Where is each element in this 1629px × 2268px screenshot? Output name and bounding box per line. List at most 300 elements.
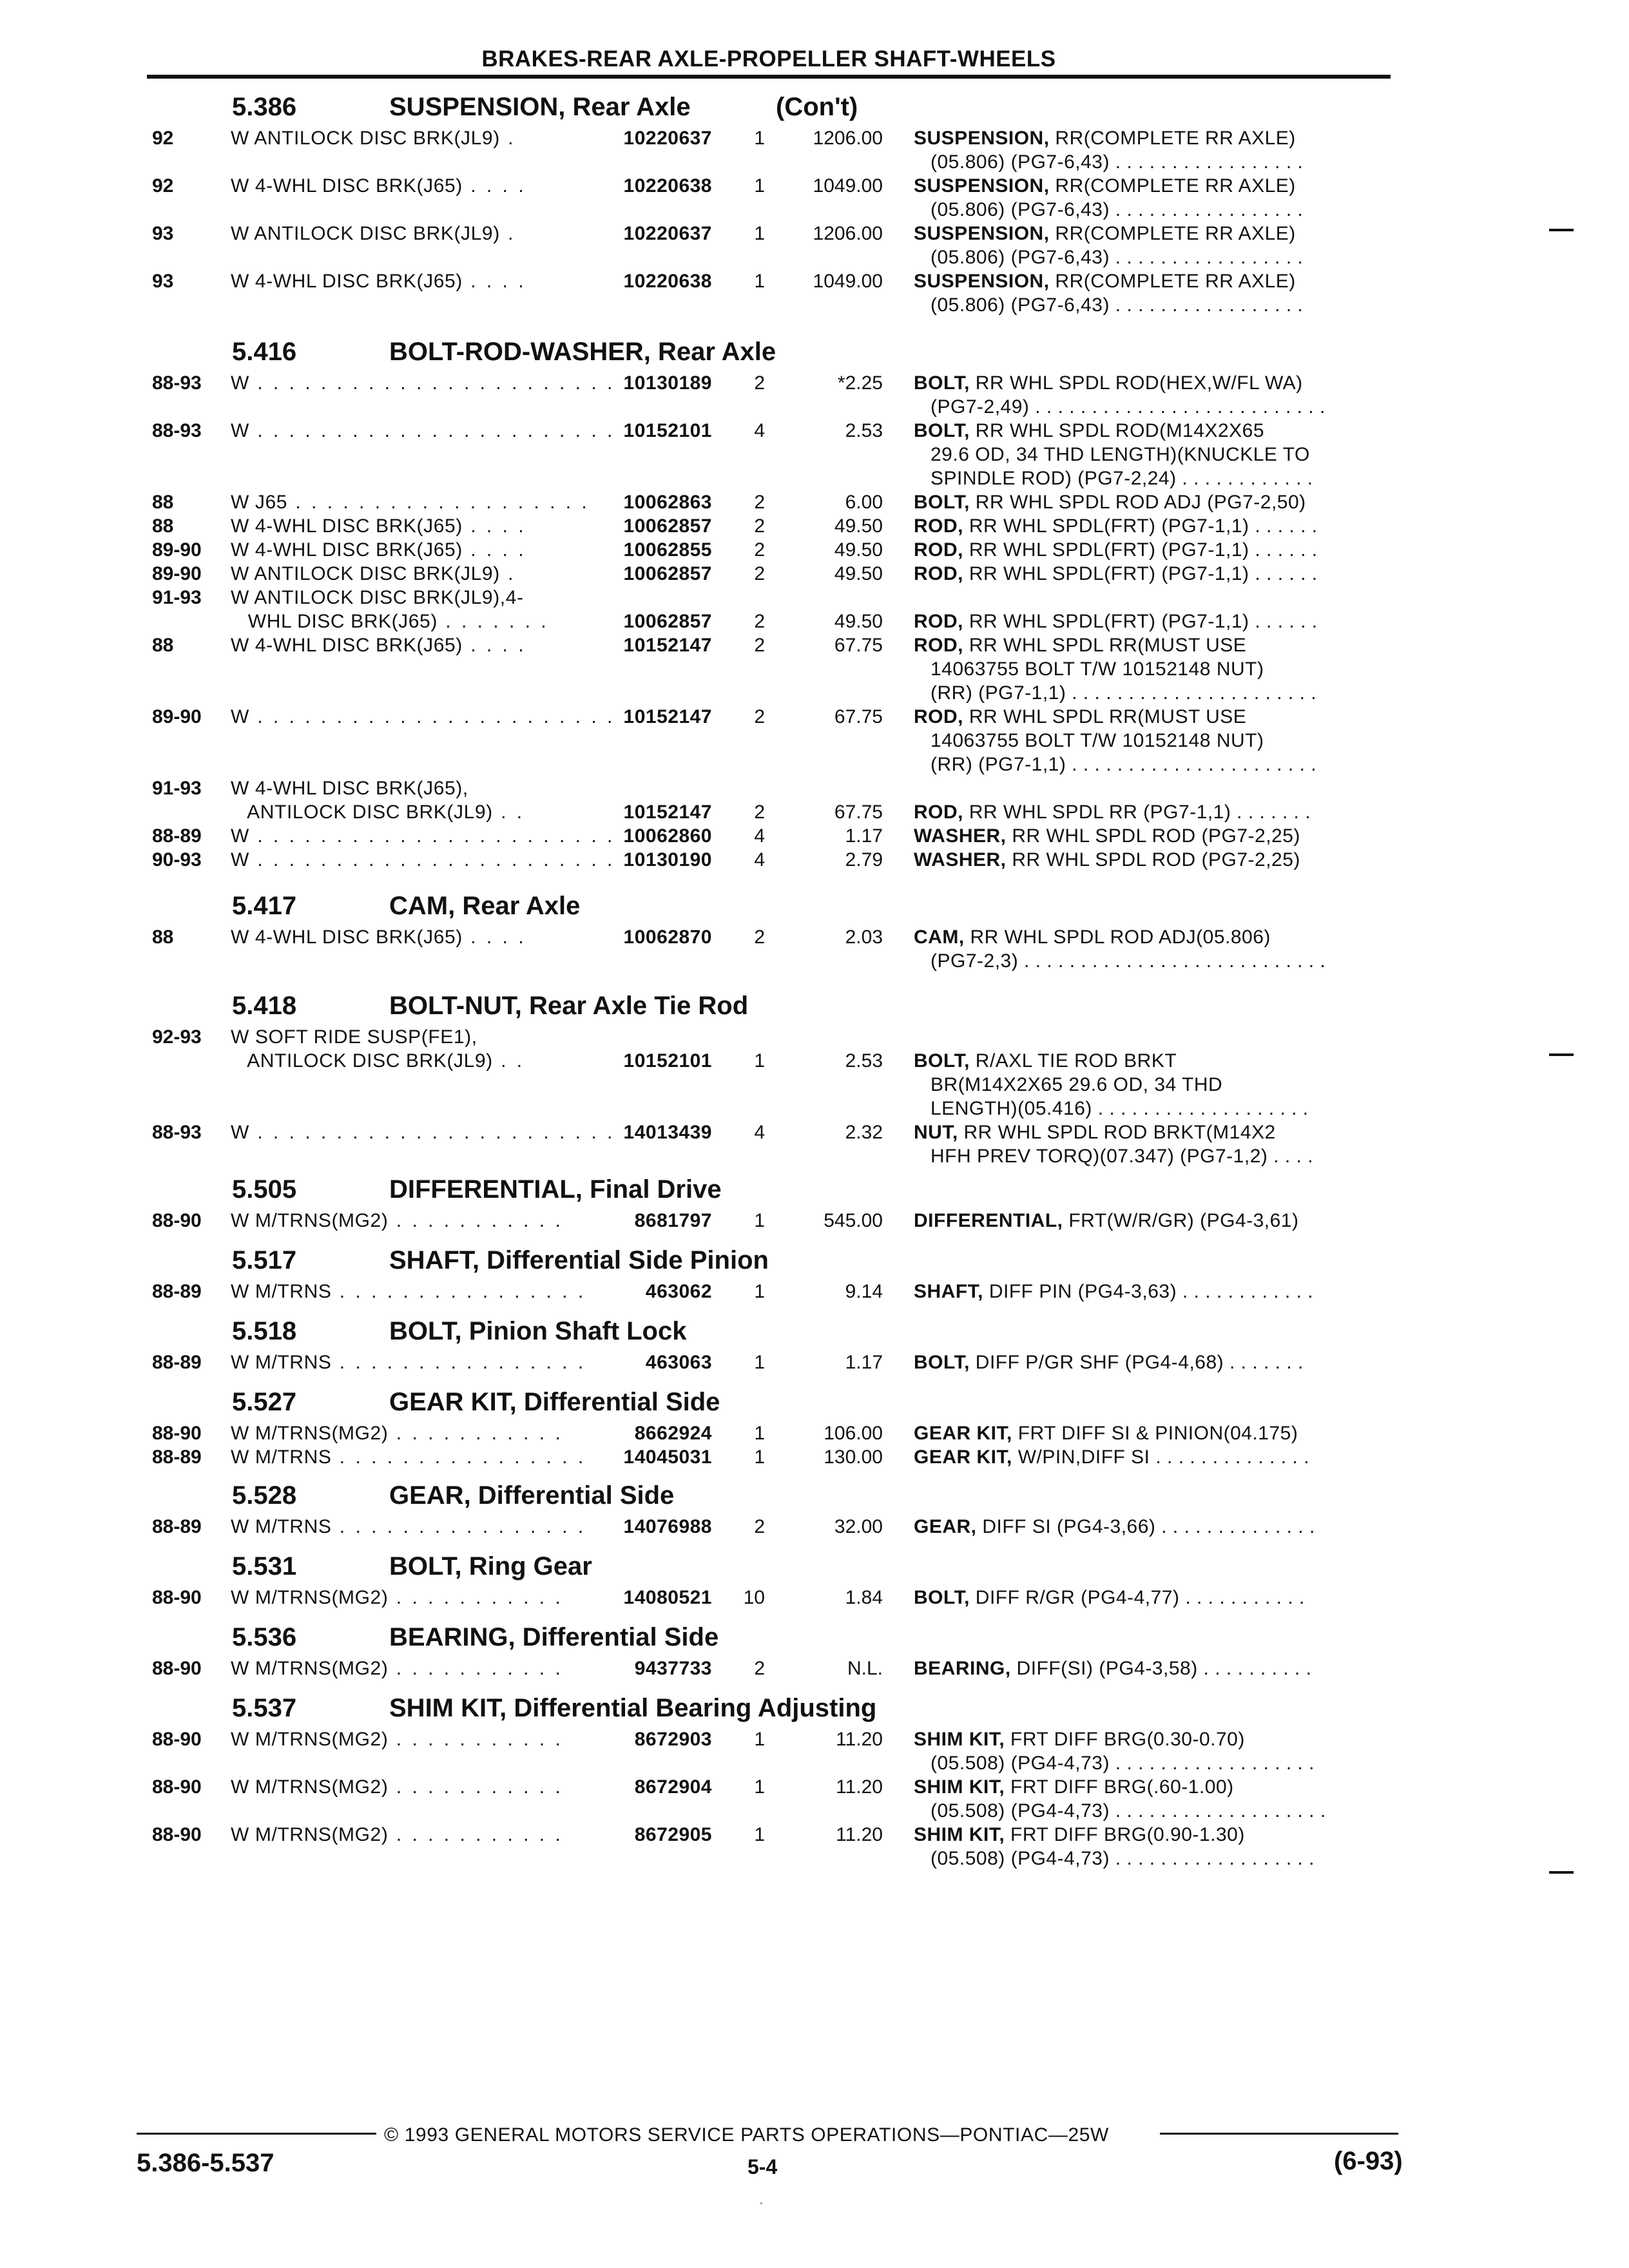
model-years: 88-93 <box>152 420 202 441</box>
part-line <box>0 776 1629 800</box>
model-years: 88-90 <box>152 1776 202 1798</box>
description <box>914 1280 1313 1303</box>
quantity: 4 <box>754 420 765 441</box>
description-noun: WASHER, <box>914 849 1007 870</box>
description-noun: SUSPENSION, <box>914 223 1050 244</box>
leader-dots: . . . . . . . . . . . . . . . . . . . . . . . . <box>249 849 639 870</box>
description-continuation: 14063755 BOLT T/W 10152148 NUT) <box>930 730 1264 751</box>
description-noun: NUT, <box>914 1122 958 1143</box>
section-heading <box>0 1314 1629 1350</box>
part-number: 14080521 <box>623 1587 712 1608</box>
part-entry <box>0 562 1629 586</box>
leader-dots: . . . . <box>462 927 534 948</box>
description <box>914 562 1318 586</box>
application-text: WHL DISC BRK(J65) <box>231 611 438 632</box>
part-line <box>0 562 1629 586</box>
application-text: W M/TRNS(MG2) <box>231 1587 389 1608</box>
part-entry <box>0 1350 1629 1374</box>
quantity: 1 <box>754 1423 765 1444</box>
footer-copyright: © 1993 GENERAL MOTORS SERVICE PARTS OPERATIONS—PONTIAC—25W <box>384 2124 1109 2146</box>
application-text: W M/TRNS(MG2) <box>231 1729 389 1750</box>
leader-dots: . . . . . . . . . . . <box>388 1776 572 1798</box>
section-title: SUSPENSION, Rear Axle <box>389 93 691 121</box>
description-continuation-line <box>0 1097 1629 1120</box>
description-noun: GEAR KIT, <box>914 1446 1012 1468</box>
application <box>231 776 468 800</box>
part-entry <box>0 610 1629 633</box>
description-noun: BOLT, <box>914 1587 970 1608</box>
leader-dots: . . . . . . . . . . . . . . . . . . . <box>287 492 598 513</box>
leader-dots: . . . . . . . . . . . . . . . . . . . . . . . . <box>249 706 639 727</box>
model-years: 88-90 <box>152 1658 202 1679</box>
part-entry <box>0 800 1629 824</box>
description <box>914 538 1318 562</box>
price: 545.00 <box>824 1210 883 1231</box>
section-heading <box>0 1620 1629 1657</box>
margin-mark <box>1549 1871 1574 1874</box>
description-noun: ROD, <box>914 515 963 537</box>
description-noun: CAM, <box>914 927 965 948</box>
description-text: FRT DIFF BRG(0.30-0.70) <box>1005 1729 1245 1750</box>
leader-dots: . <box>499 128 524 149</box>
footer-dot: . <box>759 2191 764 2208</box>
section-number: 5.416 <box>232 338 297 366</box>
description-noun: SHAFT, <box>914 1281 983 1302</box>
description-text: RR WHL SPDL RR(MUST USE <box>963 635 1247 656</box>
description-continuation: (05.806) (PG7-6,43) . . . . . . . . . . . . . . . . . <box>930 199 1304 220</box>
section-heading <box>0 989 1629 1025</box>
application-text: W 4-WHL DISC BRK(J65) <box>231 635 463 656</box>
part-number: 10220637 <box>623 223 712 244</box>
model-years: 92-93 <box>152 1026 202 1048</box>
part-number: 10062857 <box>623 611 712 632</box>
part-line <box>0 269 1629 293</box>
application-text: W 4-WHL DISC BRK(J65) <box>231 927 463 948</box>
part-line <box>0 514 1629 538</box>
model-years: 88 <box>152 492 174 513</box>
catalog-section <box>0 1691 1629 1870</box>
part-entry <box>0 1209 1629 1233</box>
part-line <box>0 1823 1629 1847</box>
quantity: 1 <box>754 1776 765 1798</box>
description-text: RR WHL SPDL(FRT) (PG7-1,1) . . . . . . <box>963 563 1318 584</box>
part-number: 10152147 <box>623 635 712 656</box>
part-number: 10130189 <box>623 372 712 394</box>
application-text: W 4-WHL DISC BRK(J65) <box>231 539 463 561</box>
part-entry <box>0 705 1629 776</box>
part-entry <box>0 1049 1629 1120</box>
description <box>914 800 1311 824</box>
description-text: RR(COMPLETE RR AXLE) <box>1049 175 1296 197</box>
footer-rule-right <box>1160 2133 1398 2135</box>
application-text: W M/TRNS(MG2) <box>231 1776 389 1798</box>
price: 2.03 <box>845 927 883 948</box>
quantity: 1 <box>754 1281 765 1302</box>
description-text: RR WHL SPDL ROD (PG7-2,25) <box>1006 849 1300 870</box>
description-continuation-line <box>0 753 1629 776</box>
application-text: ANTILOCK DISC BRK(JL9) <box>231 802 493 823</box>
leader-dots: . . <box>492 1050 533 1072</box>
leader-dots: . <box>499 223 524 244</box>
description-noun: SUSPENSION, <box>914 128 1050 149</box>
application-text: W <box>231 706 249 727</box>
description <box>914 705 1246 729</box>
description-continuation-line <box>0 1799 1629 1823</box>
description-text: RR WHL SPDL(FRT) (PG7-1,1) . . . . . . <box>963 515 1318 537</box>
part-line <box>0 824 1629 848</box>
part-line <box>0 126 1629 150</box>
application-text: W M/TRNS(MG2) <box>231 1658 389 1679</box>
description-text: RR(COMPLETE RR AXLE) <box>1049 223 1296 244</box>
part-number: 10152101 <box>623 1050 712 1072</box>
part-entry <box>0 1586 1629 1610</box>
description-text: RR WHL SPDL ROD ADJ(05.806) <box>964 927 1271 948</box>
price: 49.50 <box>834 515 883 537</box>
page-title: BRAKES-REAR AXLE-PROPELLER SHAFT-WHEELS <box>481 46 1056 72</box>
application-text: W M/TRNS <box>231 1516 332 1537</box>
part-entry <box>0 1727 1629 1775</box>
description-continuation-line <box>0 293 1629 317</box>
description-continuation-line <box>0 681 1629 705</box>
part-number: 10130190 <box>623 849 712 870</box>
description-continuation: (RR) (PG7-1,1) . . . . . . . . . . . . . . . . . . . . . . <box>930 754 1317 775</box>
part-number: 463062 <box>645 1281 712 1302</box>
part-line <box>0 633 1629 657</box>
part-number: 9437733 <box>634 1658 712 1679</box>
description-text: FRT DIFF BRG(.60-1.00) <box>1005 1776 1234 1798</box>
quantity: 2 <box>754 706 765 727</box>
footer-rule-left <box>137 2133 376 2135</box>
part-line <box>0 1421 1629 1445</box>
description-text: RR WHL SPDL RR(MUST USE <box>963 706 1247 727</box>
section-heading <box>0 1244 1629 1280</box>
description-noun: ROD, <box>914 539 963 561</box>
description <box>914 1823 1245 1847</box>
section-title: CAM, Rear Axle <box>389 892 581 920</box>
model-years: 88 <box>152 927 174 948</box>
description <box>914 1209 1298 1233</box>
part-entry <box>0 1421 1629 1445</box>
description-text: DIFF(SI) (PG4-3,58) . . . . . . . . . . <box>1010 1658 1312 1679</box>
description-noun: SHIM KIT, <box>914 1729 1005 1750</box>
description-continuation-line <box>0 1073 1629 1097</box>
part-number: 8672905 <box>634 1824 712 1845</box>
model-years: 88-89 <box>152 1352 202 1373</box>
part-line <box>0 174 1629 198</box>
application-text: W M/TRNS <box>231 1446 332 1468</box>
description <box>914 1727 1245 1751</box>
application-text: W 4-WHL DISC BRK(J65) <box>231 515 463 537</box>
description-noun: SHIM KIT, <box>914 1824 1005 1845</box>
description-noun: BOLT, <box>914 372 970 394</box>
description-continuation: HFH PREV TORQ)(07.347) (PG7-1,2) . . . . <box>930 1146 1314 1167</box>
description <box>914 1445 1309 1469</box>
quantity: 2 <box>754 515 765 537</box>
leader-dots: . . . . . . . . . . . . . . . . <box>331 1352 594 1373</box>
description-continuation-line <box>0 1847 1629 1870</box>
section-title: BOLT-NUT, Rear Axle Tie Rod <box>389 992 749 1020</box>
section-heading <box>0 889 1629 925</box>
description-noun: ROD, <box>914 802 963 823</box>
section-number: 5.537 <box>232 1694 297 1722</box>
model-years: 90-93 <box>152 849 202 870</box>
description-text: FRT(W/R/GR) (PG4-3,61) <box>1063 1210 1299 1231</box>
description <box>914 1049 1177 1073</box>
model-years: 88 <box>152 515 174 537</box>
section-title: SHAFT, Differential Side Pinion <box>389 1246 769 1274</box>
leader-dots: . . . . <box>462 635 534 656</box>
leader-dots: . . . . . . . . . . . <box>388 1210 572 1231</box>
description-text: W/PIN,DIFF SI . . . . . . . . . . . . . . <box>1012 1446 1309 1468</box>
quantity: 2 <box>754 563 765 584</box>
description-text: RR WHL SPDL ROD BRKT(M14X2 <box>958 1122 1276 1143</box>
part-entry <box>0 1657 1629 1680</box>
catalog-section <box>0 1173 1629 1233</box>
model-years: 88 <box>152 635 174 656</box>
part-entry <box>0 1120 1629 1168</box>
quantity: 1 <box>754 175 765 197</box>
catalog-section <box>0 889 1629 973</box>
model-years: 91-93 <box>152 778 202 799</box>
page-header <box>147 44 1391 79</box>
part-number: 10220638 <box>623 175 712 197</box>
model-years: 88-89 <box>152 1446 202 1468</box>
part-number: 10062863 <box>623 492 712 513</box>
model-years: 88-89 <box>152 825 202 847</box>
quantity: 2 <box>754 539 765 561</box>
part-line <box>0 1515 1629 1539</box>
part-number: 10220638 <box>623 271 712 292</box>
section-title: GEAR, Differential Side <box>389 1481 675 1510</box>
application-text: W SOFT RIDE SUSP(FE1), <box>231 1026 477 1048</box>
model-years: 88-90 <box>152 1824 202 1845</box>
part-line <box>0 490 1629 514</box>
leader-dots: . . . . . . . . . . . . . . . . <box>331 1516 594 1537</box>
description <box>914 222 1296 245</box>
application-text: W ANTILOCK DISC BRK(JL9) <box>231 563 500 584</box>
quantity: 1 <box>754 223 765 244</box>
description-continuation-line <box>0 150 1629 174</box>
leader-dots: . . . . <box>462 539 534 561</box>
part-number: 10062857 <box>623 563 712 584</box>
part-line <box>0 1586 1629 1610</box>
part-entry <box>0 1280 1629 1303</box>
application-text: W <box>231 825 249 847</box>
section-number: 5.505 <box>232 1175 297 1204</box>
quantity: 2 <box>754 492 765 513</box>
description <box>914 514 1318 538</box>
price: 2.53 <box>845 420 883 441</box>
price: 130.00 <box>824 1446 883 1468</box>
section-heading <box>0 1173 1629 1209</box>
quantity: 4 <box>754 1122 765 1143</box>
part-number: 8672903 <box>634 1729 712 1750</box>
application-text: W M/TRNS <box>231 1281 332 1302</box>
model-years: 89-90 <box>152 706 202 727</box>
part-number: 10062860 <box>623 825 712 847</box>
description-continuation: (RR) (PG7-1,1) . . . . . . . . . . . . . . . . . . . . . . <box>930 682 1317 704</box>
quantity: 4 <box>754 825 765 847</box>
leader-dots: . . . . . . . . . . . <box>388 1729 572 1750</box>
part-entry <box>0 1025 1629 1049</box>
catalog-section <box>0 1385 1629 1469</box>
margin-mark <box>1549 1053 1574 1056</box>
leader-dots: . . . . . . . . . . . <box>388 1587 572 1608</box>
part-number: 10062870 <box>623 927 712 948</box>
model-years: 92 <box>152 128 174 149</box>
section-title: BOLT, Ring Gear <box>389 1552 592 1581</box>
description-noun: SUSPENSION, <box>914 271 1050 292</box>
description <box>914 419 1264 443</box>
part-entry <box>0 1515 1629 1539</box>
description <box>914 1120 1276 1144</box>
price: 106.00 <box>824 1423 883 1444</box>
quantity: 1 <box>754 1050 765 1072</box>
description-text: DIFF SI (PG4-3,66) . . . . . . . . . . . . . . <box>976 1516 1315 1537</box>
part-number: 10152147 <box>623 802 712 823</box>
model-years: 88-89 <box>152 1281 202 1302</box>
leader-dots: . . . . <box>462 175 534 197</box>
description-noun: BOLT, <box>914 492 970 513</box>
description <box>914 1657 1311 1680</box>
catalog-section <box>0 1479 1629 1539</box>
description-noun: BEARING, <box>914 1658 1011 1679</box>
price: 11.20 <box>836 1776 883 1798</box>
section-number: 5.527 <box>232 1388 297 1416</box>
section-title: BEARING, Differential Side <box>389 1623 719 1651</box>
quantity: 2 <box>754 1658 765 1679</box>
model-years: 93 <box>152 223 174 244</box>
description-continuation-line <box>0 198 1629 222</box>
quantity: 1 <box>754 1824 765 1845</box>
quantity: 2 <box>754 635 765 656</box>
application-text: W <box>231 849 249 870</box>
description <box>914 1586 1305 1610</box>
leader-dots: . . . . <box>462 515 534 537</box>
part-line <box>0 371 1629 395</box>
description-noun: ROD, <box>914 706 963 727</box>
leader-dots: . . . . . . . . . . . <box>388 1824 572 1845</box>
part-line <box>0 1049 1629 1073</box>
description-text: RR WHL SPDL RR (PG7-1,1) . . . . . . . <box>963 802 1311 823</box>
price: 49.50 <box>834 539 883 561</box>
quantity: 1 <box>754 1446 765 1468</box>
application-text: W M/TRNS(MG2) <box>231 1824 389 1845</box>
part-entry <box>0 586 1629 610</box>
part-entry <box>0 174 1629 222</box>
description-noun: ROD, <box>914 635 963 656</box>
catalog-section <box>0 1244 1629 1303</box>
section-number: 5.518 <box>232 1317 297 1345</box>
leader-dots: . . <box>492 802 533 823</box>
catalog-section <box>0 1550 1629 1610</box>
application-text: W M/TRNS(MG2) <box>231 1210 389 1231</box>
description-continuation: BR(M14X2X65 29.6 OD, 34 THD <box>930 1074 1223 1095</box>
part-line <box>0 1120 1629 1144</box>
section-number: 5.418 <box>232 992 297 1020</box>
application-text: W <box>231 420 249 441</box>
description <box>914 824 1300 848</box>
part-line <box>0 586 1629 610</box>
part-number: 14045031 <box>623 1446 712 1468</box>
part-number: 463063 <box>645 1352 712 1373</box>
section-heading <box>0 1479 1629 1515</box>
part-line <box>0 1727 1629 1751</box>
quantity: 10 <box>743 1587 765 1608</box>
leader-dots: . <box>499 563 524 584</box>
part-entry <box>0 633 1629 705</box>
description-continuation-line <box>0 1751 1629 1775</box>
description-text: R/AXL TIE ROD BRKT <box>969 1050 1177 1072</box>
part-number: 14076988 <box>623 1516 712 1537</box>
description-continuation: 14063755 BOLT T/W 10152148 NUT) <box>930 658 1264 680</box>
quantity: 1 <box>754 271 765 292</box>
quantity: 1 <box>754 1352 765 1373</box>
description-continuation-line <box>0 245 1629 269</box>
catalog-section <box>0 335 1629 872</box>
section-number: 5.386 <box>232 93 297 121</box>
part-line <box>0 222 1629 245</box>
part-line <box>0 1657 1629 1680</box>
leader-dots: . . . . . . . . . . . <box>388 1423 572 1444</box>
section-title: GEAR KIT, Differential Side <box>389 1388 720 1416</box>
price: *2.25 <box>837 372 883 394</box>
description-text: RR WHL SPDL(FRT) (PG7-1,1) . . . . . . <box>963 611 1318 632</box>
description-text: RR(COMPLETE RR AXLE) <box>1049 128 1296 149</box>
part-line <box>0 1445 1629 1469</box>
price: 32.00 <box>834 1516 883 1537</box>
section-number: 5.531 <box>232 1552 297 1581</box>
section-continued: (Con't) <box>776 93 858 121</box>
price: 2.32 <box>845 1122 883 1143</box>
description-noun: BOLT, <box>914 1352 970 1373</box>
application-text: W M/TRNS <box>231 1352 332 1373</box>
description <box>914 490 1306 514</box>
part-line <box>0 800 1629 824</box>
part-entry <box>0 824 1629 848</box>
leader-dots: . . . . . . . . . . . . . . . . <box>331 1281 594 1302</box>
model-years: 88-90 <box>152 1210 202 1231</box>
leader-dots: . . . . . . . . . . . . . . . . . . . . . . . . <box>249 372 639 394</box>
footer-revision-date: (6-93) <box>1334 2147 1403 2175</box>
description <box>914 371 1303 395</box>
price: 1049.00 <box>813 175 883 197</box>
description-text: RR WHL SPDL ROD (PG7-2,25) <box>1006 825 1300 847</box>
section-number: 5.536 <box>232 1623 297 1651</box>
description-continuation: (PG7-2,49) . . . . . . . . . . . . . . . . . . . . . . . . . . <box>930 396 1325 418</box>
section-number: 5.517 <box>232 1246 297 1274</box>
quantity: 4 <box>754 849 765 870</box>
leader-dots: . . . . . . . <box>437 611 557 632</box>
part-line <box>0 610 1629 633</box>
section-number: 5.528 <box>232 1481 297 1510</box>
part-number: 8681797 <box>634 1210 712 1231</box>
section-heading <box>0 1550 1629 1586</box>
price: 1.84 <box>845 1587 883 1608</box>
price: 1206.00 <box>813 128 883 149</box>
part-entry <box>0 419 1629 490</box>
part-entry <box>0 1823 1629 1870</box>
leader-dots: . . . . <box>462 271 534 292</box>
price: 2.79 <box>845 849 883 870</box>
price: 9.14 <box>845 1281 883 1302</box>
leader-dots: . . . . . . . . . . . . . . . . . . . . . . . . <box>249 825 639 847</box>
part-entry <box>0 371 1629 419</box>
description <box>914 633 1246 657</box>
price: 1.17 <box>845 825 883 847</box>
description <box>914 269 1296 293</box>
description <box>914 1775 1234 1799</box>
